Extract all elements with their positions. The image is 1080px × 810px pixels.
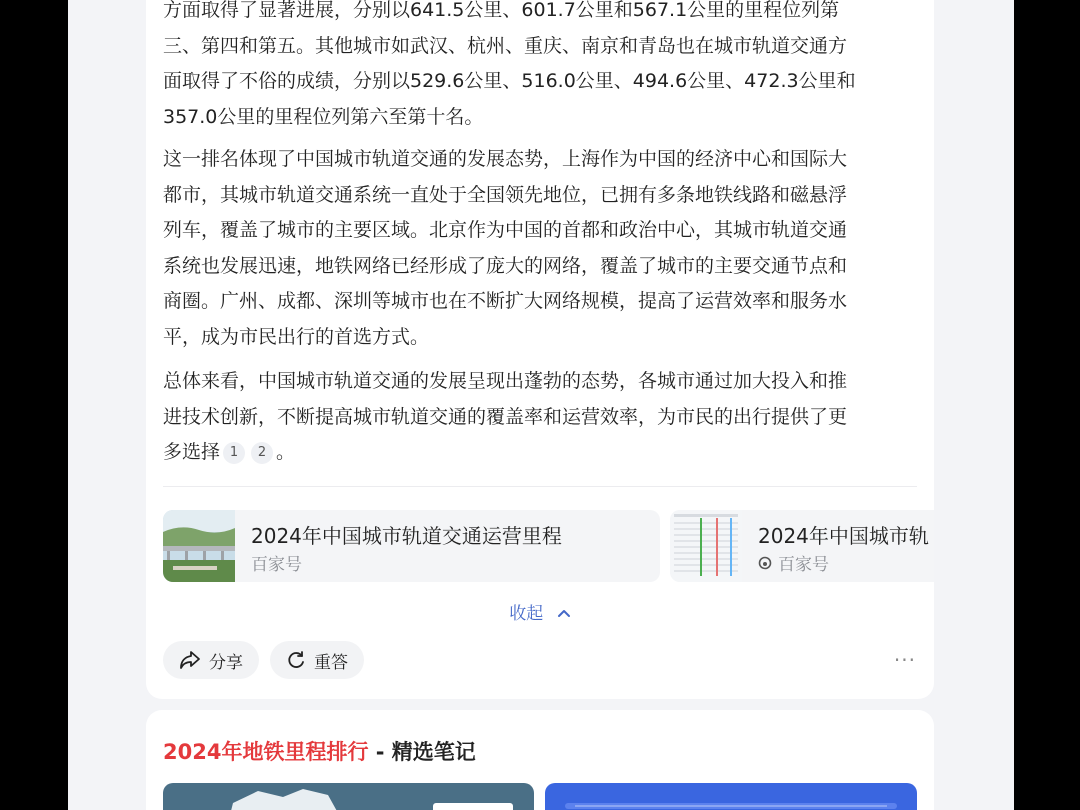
notes-title-highlight: 2024年地铁里程排行 — [163, 740, 369, 764]
citation-badge[interactable]: 1 — [223, 442, 245, 464]
answer-line: 进技术创新，不断提高城市轨道交通的覆盖率和运营效率，为市民的出行提供了更 — [163, 405, 848, 428]
answer-card — [146, 0, 934, 699]
answer-paragraph-3 — [163, 364, 923, 471]
answer-line: 系统也发展迅速，地铁网络已经形成了庞大的网络，覆盖了城市的主要交通节点和 — [163, 254, 848, 277]
answer-line: 平，成为市民出行的首选方式。 — [163, 325, 430, 348]
answer-line: 面取得了不俗的成绩，分别以529.6公里、516.0公里、494.6公里、472.3公里和 — [163, 70, 856, 92]
citation-badge[interactable]: 2 — [251, 442, 273, 464]
source-thumbnail-image — [163, 510, 235, 582]
source-thumbnail-image — [670, 510, 742, 582]
chevron-up-icon — [557, 608, 571, 618]
share-label: 分享 — [209, 652, 243, 673]
source-card[interactable] — [163, 510, 660, 582]
answer-line: 商圈。广州、成都、深圳等城市也在不断扩大网络规模，提高了运营效率和服务水 — [163, 290, 848, 312]
refresh-icon — [286, 650, 306, 670]
answer-line — [163, 435, 923, 471]
note-thumbnail-image[interactable] — [163, 783, 534, 810]
collapse-label: 收起 — [509, 604, 544, 624]
regenerate-button[interactable] — [270, 641, 364, 679]
source-title: 2024年中国城市轨道交通运营里程 — [251, 524, 562, 548]
divider — [163, 486, 917, 487]
answer-line: 这一排名体现了中国城市轨道交通的发展态势，上海作为中国的经济中心和国际大 — [163, 148, 848, 170]
answer-paragraph-2 — [163, 142, 923, 355]
notes-title-rest: - 精选笔记 — [368, 740, 476, 764]
answer-line: 总体来看，中国城市轨道交通的发展呈现出蓬勃的态势，各城市通过加大投入和推 — [163, 370, 848, 392]
answer-line: 都市，其城市轨道交通系统一直处于全国领先地位，已拥有多条地铁线路和磁悬浮 — [163, 183, 848, 206]
answer-line: 三、第四和第五。其他城市如武汉、杭州、重庆、南京和青岛也在城市轨道交通方 — [163, 34, 848, 57]
answer-line: 357.0公里的里程位列第六至第十名。 — [163, 105, 484, 128]
share-button[interactable] — [163, 641, 259, 679]
source-cards-row[interactable] — [163, 510, 934, 582]
baijiahao-icon — [758, 556, 772, 570]
answer-text: 。 — [276, 441, 296, 463]
phone-screen — [68, 0, 1014, 810]
answer-line: 方面取得了显著进展，分别以641.5公里、601.7公里和567.1公里的里程位列第 — [163, 0, 840, 21]
notes-title — [163, 736, 476, 766]
answer-text: 多选择 — [163, 441, 221, 463]
share-icon — [179, 650, 201, 670]
source-meta — [758, 550, 829, 575]
source-card[interactable] — [670, 510, 934, 582]
source-publisher: 百家号 — [778, 555, 829, 575]
more-options-icon[interactable]: ··· — [893, 648, 916, 672]
collapse-button[interactable] — [146, 599, 934, 624]
source-title: 2024年中国城市轨 — [758, 524, 929, 548]
notes-card[interactable] — [146, 710, 934, 810]
regenerate-label: 重答 — [314, 652, 348, 673]
answer-line: 列车，覆盖了城市的主要区域。北京作为中国的首都和政治中心，其城市轨道交通 — [163, 219, 848, 241]
note-thumbnail-image[interactable] — [545, 783, 917, 810]
source-publisher: 百家号 — [251, 555, 302, 575]
answer-paragraph-1 — [163, 0, 923, 135]
